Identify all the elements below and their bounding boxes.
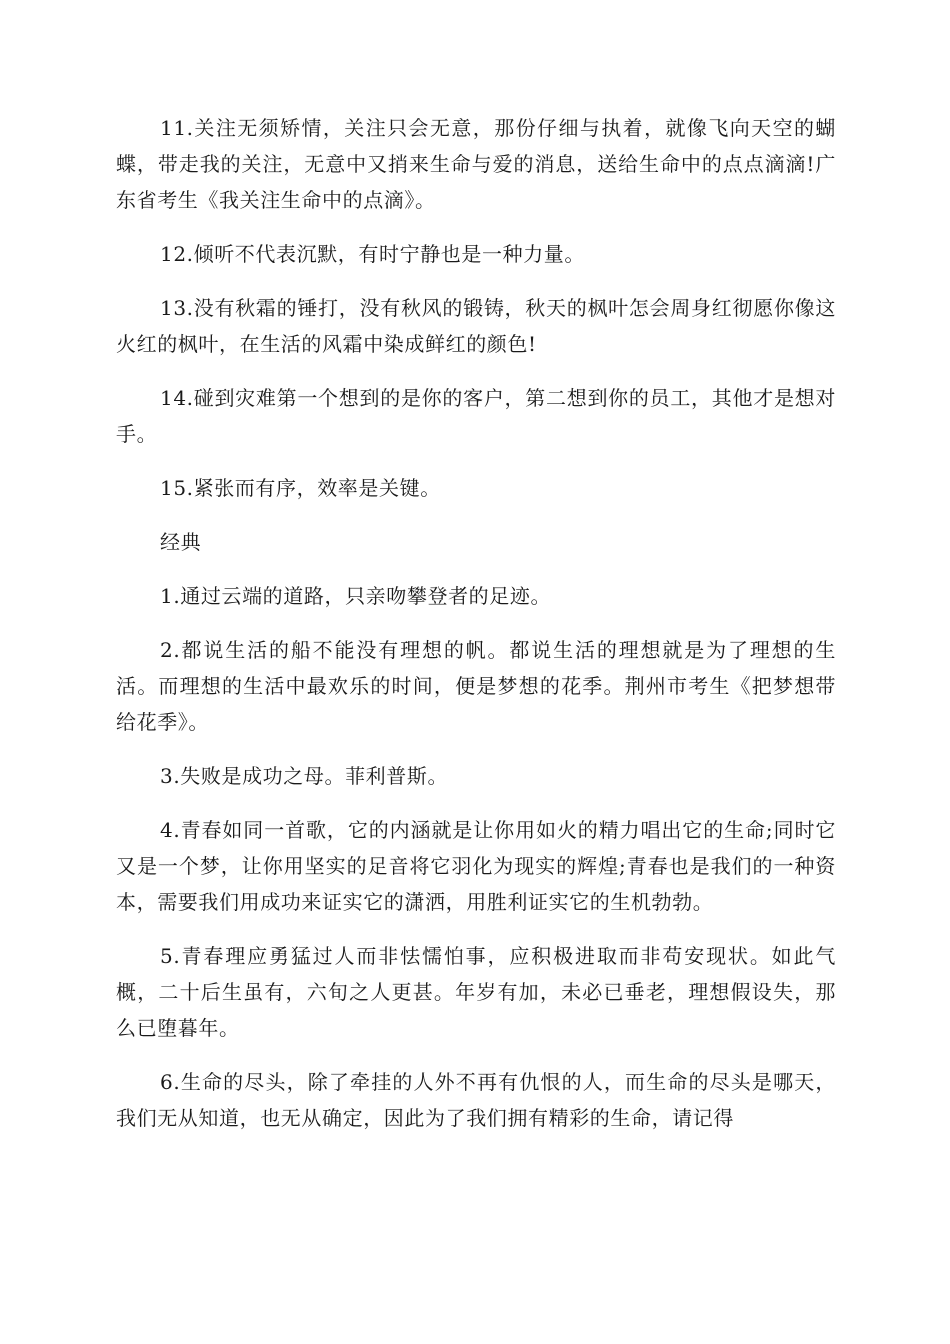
paragraph-11: 11.关注无须矫情，关注只会无意，那份仔细与执着，就像飞向天空的蝴蝶，带走我的关注，无意中又捎来生命与爱的消息，送给生命中的点点滴滴!广东省考生《我关注生命中的点滴》。 xyxy=(116,116,836,212)
section-heading-classic: 经典 xyxy=(160,530,202,554)
document-body xyxy=(116,110,836,1154)
paragraph-5: 5.青春理应勇猛过人而非怯懦怕事，应积极进取而非苟安现状。如此气概，二十后生虽有，六旬之人更甚。年岁有加，未必已垂老，理想假设失，那么已堕暮年。 xyxy=(116,944,836,1040)
paragraph-2: 2.都说生活的船不能没有理想的帆。都说生活的理想就是为了理想的生活。而理想的生活中最欢乐的时间，便是梦想的花季。荆州市考生《把梦想带给花季》。 xyxy=(116,638,836,734)
paragraph-12: 12.倾听不代表沉默，有时宁静也是一种力量。 xyxy=(160,242,586,266)
paragraph-14: 14.碰到灾难第一个想到的是你的客户，第二想到你的员工，其他才是想对手。 xyxy=(116,386,836,446)
paragraph-1: 1.通过云端的道路，只亲吻攀登者的足迹。 xyxy=(160,584,552,608)
paragraph-4: 4.青春如同一首歌，它的内涵就是让你用如火的精力唱出它的生命;同时它又是一个梦，让你用坚实的足音将它羽化为现实的辉煌;青春也是我们的一种资本，需要我们用成功来证实它的潇洒，用胜利证实它的生机勃勃。 xyxy=(116,818,836,914)
paragraph-15: 15.紧张而有序，效率是关键。 xyxy=(160,476,441,500)
paragraph-13: 13.没有秋霜的锤打，没有秋风的锻铸，秋天的枫叶怎会周身红彻愿你像这火红的枫叶，在生活的风霜中染成鲜红的颜色! xyxy=(116,296,836,356)
paragraph-6: 6.生命的尽头，除了牵挂的人外不再有仇恨的人，而生命的尽头是哪天，我们无从知道，也无从确定，因此为了我们拥有精彩的生命，请记得 xyxy=(116,1070,836,1130)
paragraph-3: 3.失败是成功之母。菲利普斯。 xyxy=(160,764,449,788)
